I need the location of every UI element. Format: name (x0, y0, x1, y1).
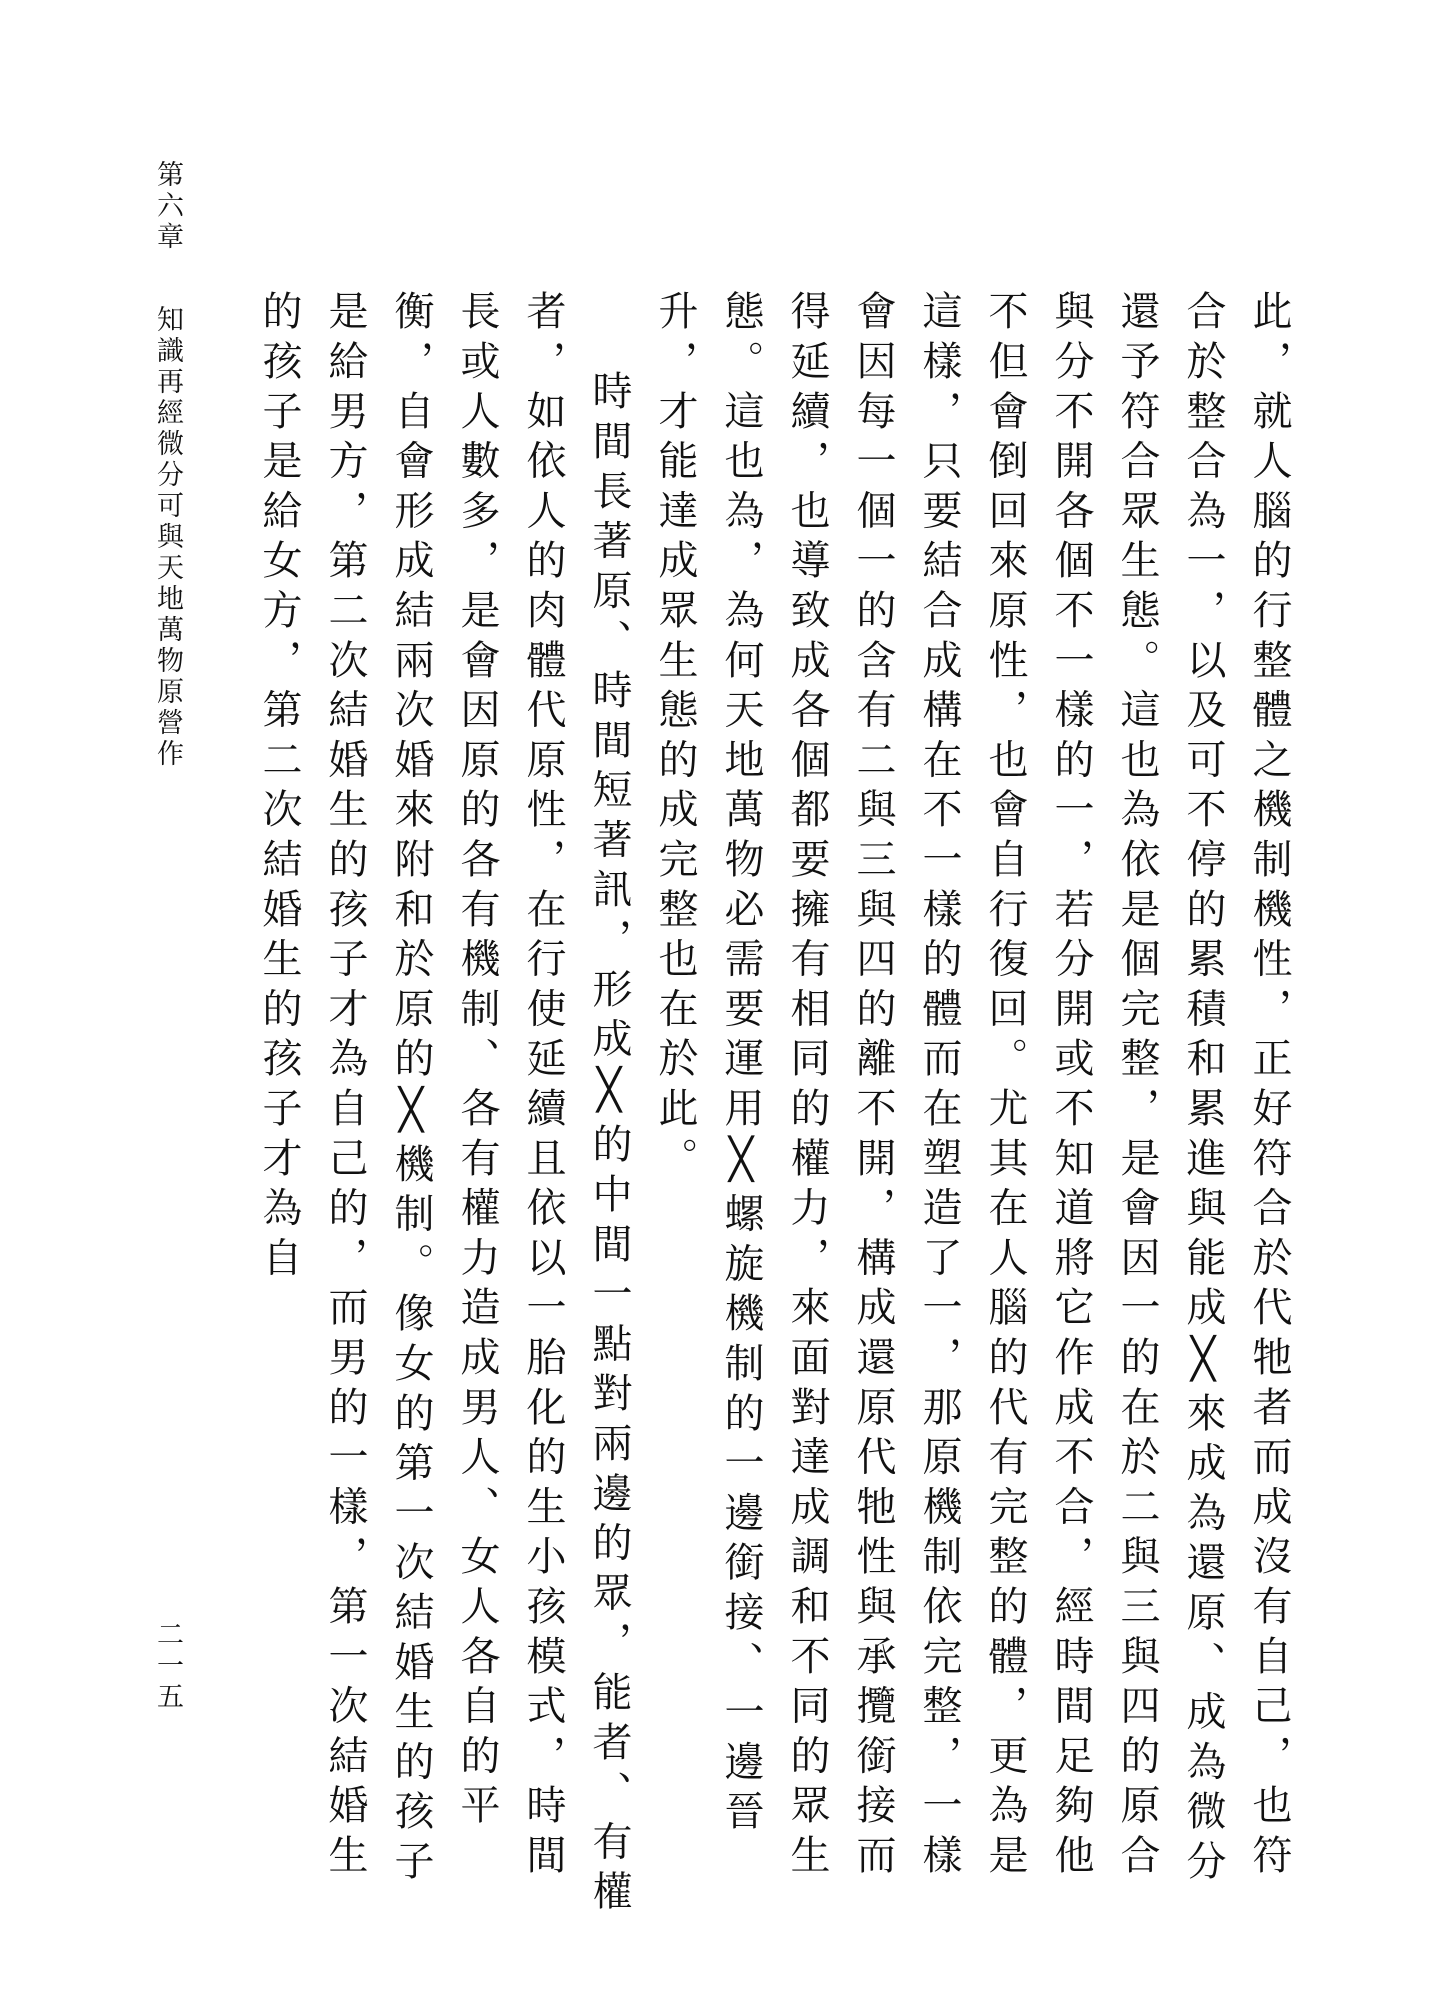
page-number: 二一五 (152, 1620, 183, 1713)
chapter-label: 第六章 (152, 160, 183, 253)
running-header (150, 160, 184, 770)
paragraph-1: 此，就人腦的行整體之機制機性，正好符合於代牠者而成沒有自己，也符合於整合為一，以及可不停的累積和累進與能成╳來成為還原、成為微分還予符合眾生態。這也為依是個完整，是會因一的在於二與三與四的原合與分不開各個不一樣的一，若分開或不知道將它作成不合，經時間足夠他不但會倒回來原性，也會自行復回。尤其在人腦的代有完整的體，更為是這樣，只要結合成構在不一樣的體而在塑造了一，那原機制依完整，一樣會因每一個一的含有二與三與四的離不開，構成還原代牠性與承攬銜接而得延續，也導致成各個都要擁有相同的權力，來面對達成調和不同的眾生態。這也為，為何天地萬物必需要運用╳螺旋機制的一邊銜接、一邊晉升，才能達成眾生態的成完整也在於此。 (652, 290, 1292, 1890)
body-text (180, 290, 1302, 1930)
book-title: 知識再經微分可與天地萬物原營作 (152, 305, 183, 770)
paragraph-2: 時間長著原、時間短著訊，形成╳的中間一點對兩邊的眾，能者、有權者，如依人的肉體代原性，在行使延續且依以一胎化的生小孩模式，時間長或人數多，是會因原的各有機制、各有權力造成男人、女人各自的平衡，自會形成結兩次婚來附和於原的╳機制。像女的第一次結婚生的孩子是給男方，第二次結婚生的孩子才為自己的，而男的一樣，第一次結婚生的孩子是給女方，第二次結婚生的孩子才為自 (256, 290, 632, 1920)
